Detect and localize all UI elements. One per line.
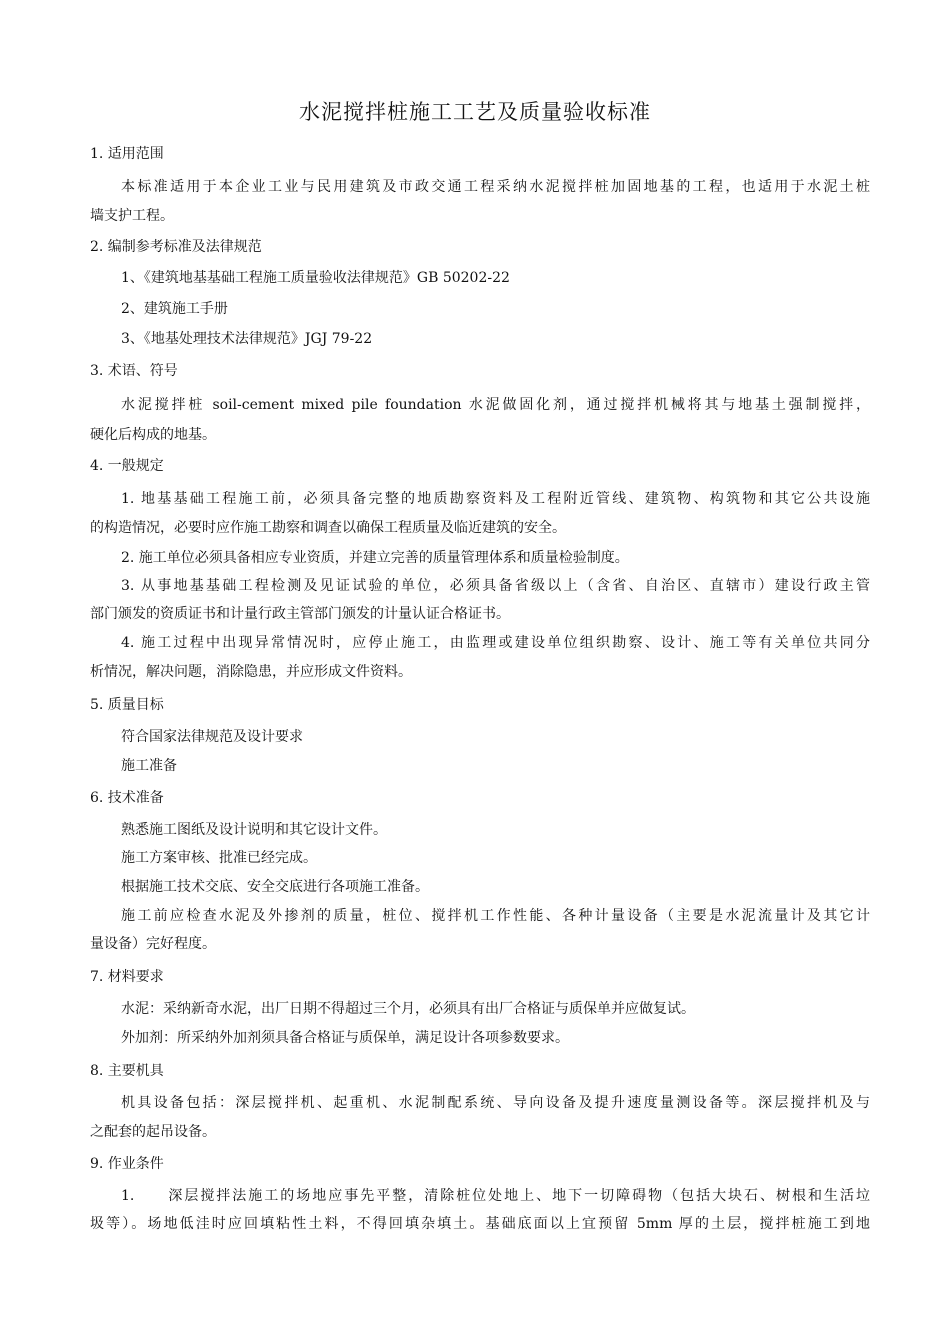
paragraph-line: 3. 从事地基基础工程检测及见证试验的单位，必须具备省级以上（含省、自治区、直辖市）建设行政主管 [121,578,870,594]
paragraph-line: 熟悉施工图纸及设计说明和其它设计文件。 [121,822,387,838]
paragraph-line: 外加剂：所采纳外加剂须具备合格证与质保单，满足设计各项参数要求。 [121,1030,569,1046]
section-heading-quality-goal: 5. 质量目标 [90,697,164,713]
paragraph-line: 2. 施工单位必须具备相应专业资质，并建立完善的质量管理体系和质量检验制度。 [121,550,629,566]
section-heading-general: 4. 一般规定 [90,458,164,474]
section-heading-work-conditions: 9. 作业条件 [90,1156,164,1172]
paragraph-line: 1. 地基基础工程施工前，必须具备完整的地质勘察资料及工程附近管线、建筑物、构筑物和其它公共设施 [121,491,870,507]
paragraph-line: 硬化后构成的地基。 [90,427,216,443]
paragraph-line: 析情况，解决问题，消除隐患，并应形成文件资料。 [90,664,412,680]
paragraph-line: 部门颁发的资质证书和计量行政主管部门颁发的计量认证合格证书。 [90,606,510,622]
paragraph-line: 施工前应检查水泥及外掺剂的质量，桩位、搅拌机工作性能、各种计量设备（主要是水泥流量计及其它计 [121,908,870,924]
list-item: 3、《地基处理技术法律规范》JGJ 79-22 [121,331,373,347]
section-heading-scope: 1. 适用范围 [90,146,164,162]
section-heading-technical-prep: 6. 技术准备 [90,790,164,806]
paragraph-line: 水泥：采纳新奇水泥，出厂日期不得超过三个月，必须具有出厂合格证与质保单并应做复试。 [121,1001,695,1017]
section-heading-materials: 7. 材料要求 [90,969,164,985]
document-title: 水泥搅拌桩施工工艺及质量验收标准 [299,100,651,124]
paragraph-line: 符合国家法律规范及设计要求 [121,729,303,745]
paragraph-line: 水泥搅拌桩 soil-cement mixed pile foundation 水泥做固化剂，通过搅拌机械将其与地基土强制搅拌， [121,397,870,413]
paragraph-line: 1. 深层搅拌法施工的场地应事先平整，清除桩位处地上、地下一切障碍物（包括大块石、树根和生活垃 [121,1188,870,1204]
paragraph-line: 的构造情况，必要时应作施工勘察和调查以确保工程质量及临近建筑的安全。 [90,520,566,536]
list-item: 2、建筑施工手册 [121,301,228,317]
paragraph-line: 机具设备包括：深层搅拌机、起重机、水泥制配系统、导向设备及提升速度量测设备等。深层搅拌机及与 [121,1095,870,1111]
list-item: 1、《建筑地基基础工程施工质量验收法律规范》GB 50202-22 [121,270,510,286]
paragraph-line: 施工方案审核、批准已经完成。 [121,850,317,866]
paragraph-line: 本标准适用于本企业工业与民用建筑及市政交通工程采纳水泥搅拌桩加固地基的工程，也适用于水泥土桩 [121,179,870,195]
paragraph-line: 墙支护工程。 [90,208,174,224]
paragraph-line: 之配套的起吊设备。 [90,1124,216,1140]
paragraph-line: 施工准备 [121,758,177,774]
section-heading-references: 2. 编制参考标准及法律规范 [90,239,262,255]
section-heading-terms: 3. 术语、符号 [90,363,178,379]
paragraph-line: 圾等）。场地低洼时应回填粘性土料，不得回填杂填土。基础底面以上宜预留 5mm 厚的土层，搅拌桩施工到地 [90,1216,870,1232]
paragraph-line: 4. 施工过程中出现异常情况时，应停止施工，由监理或建设单位组织勘察、设计、施工等有关单位共同分 [121,635,870,651]
paragraph-line: 量设备）完好程度。 [90,936,216,952]
section-heading-equipment: 8. 主要机具 [90,1063,164,1079]
paragraph-line: 根据施工技术交底、安全交底进行各项施工准备。 [121,879,429,895]
